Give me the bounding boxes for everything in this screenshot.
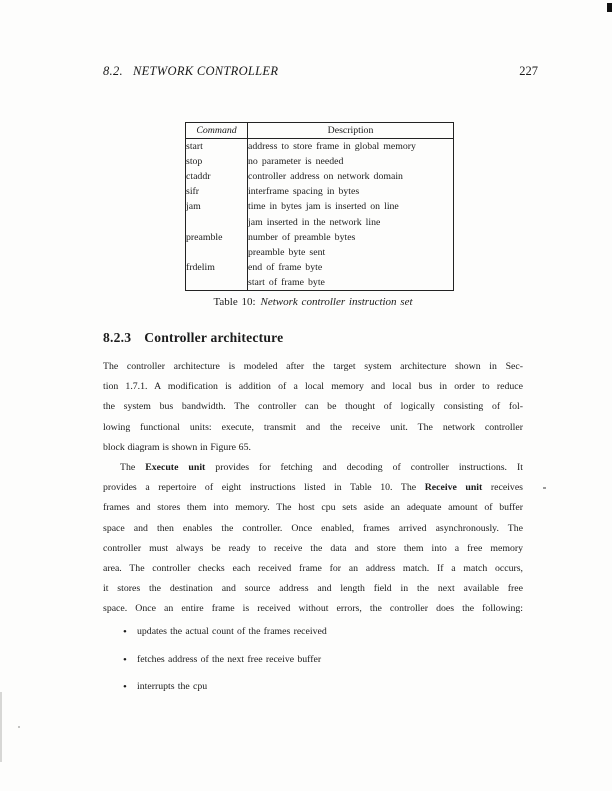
description-cell: start of frame byte (248, 276, 325, 288)
paragraph-1-line (103, 377, 523, 397)
command-cell (186, 275, 248, 291)
bullet-item: • fetches address of the next free receive buffer (103, 650, 523, 670)
paragraph-1-line (103, 438, 523, 458)
table-caption-title: Network controller instruction set (260, 296, 413, 308)
description-cell: address to store frame in global memory (248, 141, 416, 153)
description-cell: number of preamble bytes (248, 231, 356, 243)
table-row (186, 199, 454, 214)
running-head (103, 64, 278, 79)
description-cell: controller address on network domain (248, 171, 403, 183)
column-header-description: Description (248, 123, 454, 139)
text-run: frames and stores them into memory. The host cpu sets aside an adequate amount of buffer (103, 502, 523, 514)
paragraph-2-line (103, 539, 523, 559)
paragraph-2-line (103, 498, 523, 518)
command-cell: ctaddr (186, 169, 248, 184)
command-cell: frdelim (186, 260, 248, 275)
running-head-section-number: 8.2. (103, 64, 123, 78)
scan-artifact-corner (607, 3, 612, 12)
text-run: provides for fetching and decoding of controller instructions. It (205, 461, 523, 473)
description-cell: end of frame byte (248, 261, 323, 273)
scan-artifact-speck (543, 487, 546, 489)
description-cell: interframe spacing in bytes (248, 186, 360, 198)
paragraph-1-line (103, 397, 523, 417)
page-number: 227 (519, 64, 538, 78)
command-cell (186, 215, 248, 230)
command-cell: preamble (186, 230, 248, 245)
bold-term: Execute unit (145, 461, 206, 473)
table-caption-label: Table 10: (213, 296, 256, 308)
table-header-row (186, 123, 454, 139)
paragraph-1-line (103, 357, 523, 377)
table-row (186, 139, 454, 155)
paragraph-2-line (103, 458, 523, 478)
page-header (103, 64, 538, 79)
table-row (186, 154, 454, 169)
running-head-section-title: NETWORK CONTROLLER (132, 64, 279, 78)
command-cell: jam (186, 199, 248, 214)
column-header-command: Command (186, 123, 248, 139)
description-cell: preamble byte sent (248, 246, 326, 258)
bullet-item: • interrupts the cpu (103, 677, 523, 697)
text-run: it stores the destination and source address and length field in the next available free (103, 583, 523, 595)
description-cell: jam inserted in the network line (248, 216, 381, 228)
paragraph-2-line (103, 478, 523, 498)
table-caption (103, 296, 523, 308)
text-run: the system bus bandwidth. The controller can be thought of logically consisting of fol- (103, 401, 523, 413)
text-run: tion 1.7.1. A modification is addition of a local memory and local bus in order to reduce (103, 381, 523, 393)
command-cell: sifr (186, 184, 248, 199)
scan-artifact-speck (18, 726, 20, 728)
command-cell: stop (186, 154, 248, 169)
command-cell (186, 245, 248, 260)
text-run: area. The controller checks each received frame for an address match. If a match occurs, (103, 562, 523, 574)
section-heading-number: 8.2.3 (103, 330, 132, 345)
paragraph-2-line (103, 579, 523, 599)
table-row (186, 275, 454, 291)
text-run: lowing functional units: execute, transmit and the receive unit. The network controller (103, 421, 523, 433)
bold-term: Receive unit (424, 482, 483, 494)
command-cell: start (186, 139, 248, 155)
paragraph-2-line (103, 519, 523, 539)
section-heading (103, 330, 283, 346)
text-run: The controller architecture is modeled after the target system architecture shown in Sec- (103, 361, 523, 372)
text-run: controller must always be ready to receive the data and store them into a free memory (103, 542, 523, 554)
bullet-list (103, 622, 523, 705)
text-run: provides a repertoire of eight instructions listed in Table 10. The (103, 482, 425, 494)
section-heading-title: Controller architecture (144, 330, 284, 345)
table-row (186, 230, 454, 245)
text-run: space and then enables the controller. Once enabled, frames arrived asynchronously. The (103, 522, 523, 534)
paragraph-2-line (103, 599, 523, 619)
description-cell: time in bytes jam is inserted on line (248, 201, 399, 213)
table-row (186, 260, 454, 275)
bullet-item: • updates the actual count of the frames received (103, 622, 523, 642)
table-row (186, 184, 454, 199)
instruction-table (185, 122, 454, 291)
text-run: space. Once an entire frame is received without errors, the controller does the following: (103, 603, 523, 615)
table-row (186, 245, 454, 260)
description-cell: no parameter is needed (248, 156, 344, 168)
table-row (186, 215, 454, 230)
text-run: The (120, 461, 146, 473)
scan-artifact-edge-strip (0, 692, 2, 762)
body-paragraphs (103, 357, 523, 619)
paragraph-2-line (103, 559, 523, 579)
table-row (186, 169, 454, 184)
text-run: receives (482, 482, 523, 494)
paragraph-1-line (103, 418, 523, 438)
text-run: block diagram is shown in Figure 65. (103, 441, 251, 453)
